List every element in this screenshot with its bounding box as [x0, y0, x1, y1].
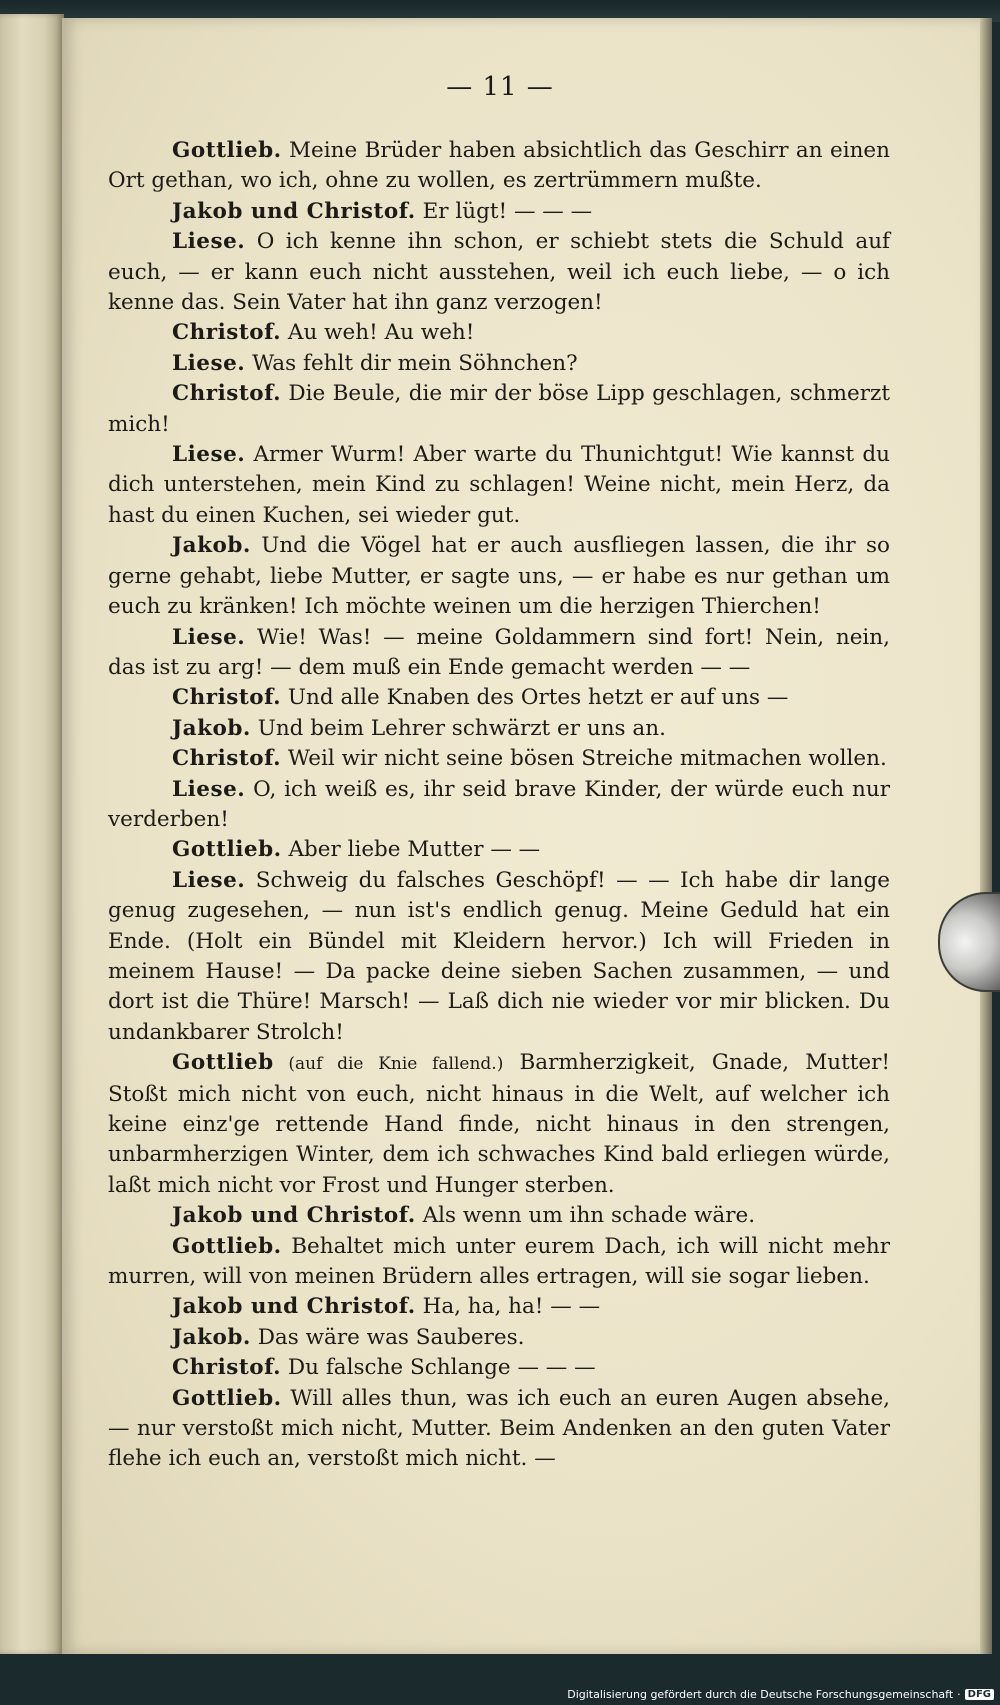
- speaker-name: Liese.: [172, 350, 246, 376]
- dialogue-text: Meine Brüder haben absichtlich das Geschirr an einen Ort gethan, wo ich, ohne zu wollen, es zertrümmern mußte.: [108, 138, 890, 194]
- page-text: [108, 136, 890, 1475]
- stage-direction: (auf die Knie fallend.): [273, 1054, 504, 1075]
- dialogue-paragraph: [108, 1048, 890, 1201]
- dialogue-text: Und die Vögel hat er auch ausfliegen lassen, die ihr so gerne gehabt, liebe Mutter, er sagte uns, — er habe es nur gethan um euch zu kränken! Ich möchte weinen um die herzigen Thierchen!: [108, 533, 890, 620]
- page-number: — 11 —: [446, 72, 554, 102]
- dialogue-paragraph: [108, 197, 890, 227]
- dialogue-paragraph: [108, 744, 890, 774]
- speaker-name: Christof.: [172, 381, 282, 407]
- speaker-name: Jakob.: [172, 1324, 251, 1350]
- dialogue-text: Aber liebe Mutter — —: [281, 837, 541, 863]
- dialogue-text: Ha, ha, ha! — —: [415, 1294, 601, 1320]
- dialogue-text: Behaltet mich unter eurem Dach, ich will nicht mehr murren, will von meinen Brüdern alles ertragen, will sie sogar lieben.: [108, 1233, 890, 1290]
- dialogue-text: Weil wir nicht seine bösen Streiche mitmachen wollen.: [281, 746, 887, 772]
- dialogue-paragraph: [108, 1232, 890, 1293]
- footer-credit: Digitalisierung gefördert durch die Deutsche Forschungsgemeinschaft · DFG: [567, 1688, 994, 1701]
- speaker-name: Jakob und Christof.: [172, 198, 416, 224]
- speaker-name: Christof.: [172, 746, 282, 772]
- speaker-name: Jakob und Christof.: [172, 1294, 416, 1320]
- speaker-name: Christof.: [172, 320, 282, 346]
- dialogue-text: Und beim Lehrer schwärzt er uns an.: [250, 715, 666, 741]
- dialogue-text: Au weh! Au weh!: [281, 320, 475, 346]
- dialogue-text: Will alles thun, was ich euch an euren Augen absehe, — nur verstoßt mich nicht, Mutter. Beim Andenken an den guten Vater flehe ich euch an, verstoßt mich nicht. —: [108, 1385, 890, 1472]
- dialogue-paragraph: [108, 775, 890, 836]
- dialogue-text: O, ich weiß es, ihr seid brave Kinder, der würde euch nur verderben!: [108, 776, 890, 832]
- dialogue-paragraph: [108, 227, 890, 318]
- speaker-name: Jakob.: [172, 715, 251, 741]
- speaker-name: Gottlieb: [172, 1050, 274, 1076]
- speaker-name: Christof.: [172, 685, 282, 711]
- speaker-name: Gottlieb.: [172, 1233, 282, 1259]
- book-spine: [0, 14, 64, 1654]
- dialogue-paragraph: [108, 531, 890, 622]
- footer-bar: [0, 1654, 1000, 1705]
- dialogue-paragraph: [108, 349, 890, 379]
- dialogue-text: Was fehlt dir mein Söhnchen?: [245, 350, 578, 376]
- dialogue-paragraph: [108, 318, 890, 348]
- dialogue-text: Die Beule, die mir der böse Lipp geschlagen, schmerzt mich!: [108, 381, 890, 437]
- funding-credit: Digitalisierung gefördert durch die Deutsche Forschungsgemeinschaft: [567, 1688, 954, 1701]
- dialogue-paragraph: [108, 866, 890, 1048]
- speaker-name: Liese.: [172, 624, 246, 650]
- speaker-name: Christof.: [172, 1355, 282, 1381]
- speaker-name: Jakob.: [172, 533, 251, 559]
- speaker-name: Liese.: [172, 442, 246, 468]
- dialogue-paragraph: [108, 623, 890, 684]
- dialogue-paragraph: [108, 379, 890, 440]
- dialogue-paragraph: [108, 1292, 890, 1322]
- page-edge: [980, 18, 992, 1654]
- speaker-name: Liese.: [172, 229, 246, 255]
- dialogue-text: O ich kenne ihn schon, er schiebt stets die Schuld auf euch, — er kann euch nicht ausstehen, weil ich euch liebe, — o ich kenne das. Sein Vater hat ihn ganz verzogen!: [108, 229, 890, 316]
- dialogue-text: Barmherzigkeit, Gnade, Mutter! Stoßt mich nicht von euch, nicht hinaus in die Welt, auf welcher ich keine einz'ge rettende Hand finde, nicht hinaus in den strengen, unbarmherzigen Winter, dem ich schwaches Kind bald erliegen würde, laßt mich nicht vor Frost und Hunger sterben.: [108, 1050, 890, 1198]
- dialogue-text: Wie! Was! — meine Goldammern sind fort! Nein, nein, das ist zu arg! — dem muß ein Ende gemacht werden — —: [108, 624, 890, 680]
- dialogue-paragraph: [108, 714, 890, 744]
- speaker-name: Liese.: [172, 776, 246, 802]
- dialogue-paragraph: [108, 1384, 890, 1475]
- dialogue-text: Und alle Knaben des Ortes hetzt er auf uns —: [281, 685, 789, 711]
- speaker-name: Liese.: [172, 867, 246, 893]
- speaker-name: Gottlieb.: [172, 138, 282, 163]
- dialogue-paragraph: [108, 1353, 890, 1383]
- dialogue-text: Schweig du falsches Geschöpf! — — Ich habe dir lange genug zugesehen, — nun ist's endlich genug. Meine Geduld hat ein Ende. (Holt ein Bündel mit Kleidern hervor.) Ich will Frieden in meinem Hause! — Da packe deine sieben Sachen zusammen, — und dort ist die Thüre! Marsch! — Laß dich nie wieder vor mir blicken. Du undankbarer Strolch!: [108, 867, 890, 1045]
- dialogue-text: Das wäre was Sauberes.: [250, 1324, 525, 1350]
- speaker-name: Jakob und Christof.: [172, 1203, 416, 1229]
- dialogue-paragraph: [108, 683, 890, 713]
- dialogue-text: Armer Wurm! Aber warte du Thunichtgut! Wie kannst du dich unterstehen, mein Kind zu schlagen! Weine nicht, mein Herz, da hast du einen Kuchen, sei wieder gut.: [108, 442, 890, 528]
- dialogue-paragraph: [108, 136, 890, 197]
- dialogue-paragraph: [108, 835, 890, 865]
- dialogue-text: Als wenn um ihn schade wäre.: [415, 1203, 756, 1229]
- dialogue-text: Er lügt! — — —: [415, 198, 593, 224]
- speaker-name: Gottlieb.: [172, 1385, 282, 1411]
- dialogue-paragraph: [108, 1201, 890, 1231]
- dialogue-paragraph: [108, 440, 890, 531]
- dialogue-paragraph: [108, 1323, 890, 1353]
- dialogue-text: Du falsche Schlange — — —: [281, 1355, 596, 1381]
- speaker-name: Gottlieb.: [172, 837, 282, 863]
- dfg-logo: DFG: [965, 1689, 994, 1700]
